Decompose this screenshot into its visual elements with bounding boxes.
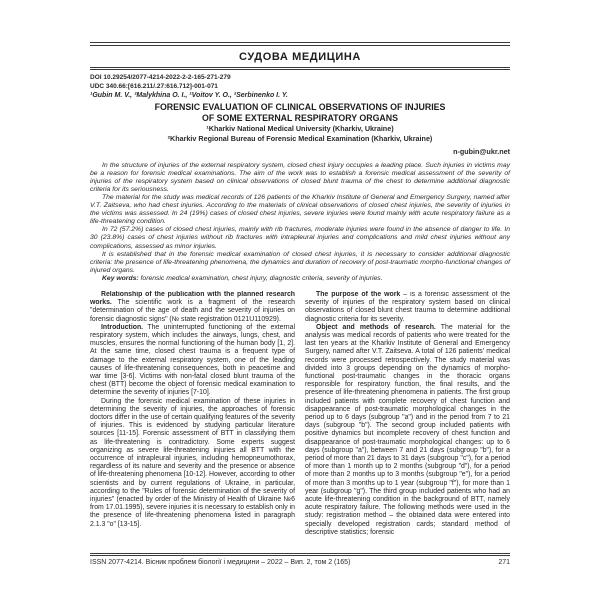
paragraph-lead: The purpose of the work xyxy=(316,290,401,298)
paragraph-text: The material for the analysis was medical records of patients who were treated for the last ten years at the Kharkiv Institute of General and Emergency Surgery, named after V.T. Zaitseva. A total of 126 patients' medical records were processed retrospectively. The study material was divided into 3 groups depending on the dynamics of morpho-functional post-traumatic changes in the thoracic organs responsible for respiratory function, the final results, and the presence of life-threatening phenomena in patients. The first group included patients with complete recovery of chest function and disappearance of post-traumatic morphological changes in the period up to 6 days (subgroup "a") and in the period from 7 to 21 days (subgroup "b"). The second group included patients with positive dynamics but incomplete recovery of chest function and disappearance of post-traumatic morphological changes: up to 6 days (subgroup "a"), between 7 and 21 days (subgroup "b"), for a period of more than 21 days to 31 days (subgroup "c"), for a period of more than 1 month up to 2 months (subgroup "d"), for a period of more than 2 months up to 3 months (subgroup "e"), for a period of more than 3 months up to 1 year (subgroup "f"), for more than 1 year (subgroup "g"). The third group included patients who had an acute life-threatening condition in the background of BTT, namely acute respiratory failure. The following methods were used in the study: registration method – the obtained data were entered into specially developed registration cards; standard method of descriptive statistics; forensic xyxy=(305,323,510,536)
issn-journal-line: ISSN 2077-4214. Вісник проблем біології і медицини – 2022 – Вип. 2, том 2 (165) xyxy=(90,559,351,566)
paragraph-text: The uninterrupted functioning of the external respiratory system, which includes the airways, lungs, chest, and muscles, ensures the normal functioning of the human body [1, 2]. At the same time, closed chest trauma is a frequent type of damage to the external respiratory system, one of the leading causes of life-threatening consequences, both in peacetime and war time [3-6]. Victims with non-fatal closed blunt trauma of the chest (BTT) become the object of forensic medical examination to determine the severity of injuries [7-10]. xyxy=(90,323,295,397)
section-header xyxy=(90,42,510,563)
article-title xyxy=(90,102,510,123)
abstract-paragraph: In the structure of injuries of the external respiratory system, closed chest injury occupies a leading place. Such injuries in victims may be a reason for forensic medical examinations. The aim of the work was to establish a forensic medical assessment of the severity of injuries of the respiratory system based on clinical observations of closed blunt trauma of the chest to determine additional diagnostic criteria for its seriousness. xyxy=(90,161,510,193)
article-title-line2: OF SOME EXTERNAL RESPIRATORY ORGANS xyxy=(201,112,398,123)
doi-line: DOI 10.29254/2077-4214-2022-2-2-165-271-279 xyxy=(90,74,231,81)
keywords-line xyxy=(90,275,510,283)
header-rule-bottom xyxy=(90,67,510,70)
paragraph-lead: Relationship of the publication with the planned research works. xyxy=(90,290,295,307)
abstract xyxy=(90,162,510,283)
body-columns xyxy=(90,291,510,563)
keywords-text: forensic medical examination, chest injury, diagnostic criteria, severity of injuries. xyxy=(140,274,383,282)
section-title: СУДОВА МЕДИЦИНА xyxy=(239,51,361,63)
paragraph-text: During the forensic medical examination of these injuries in determining the severity of injuries, the approaches of forensic doctors differ in the use of certain qualifying features of the severity of injuries. This is evidenced by studying particular literature sources [11-15]. Forensic assessment of BTT in classifying them as life-threatening is contradictory. Some experts suggest organizing as severe life-threatening injuries all BTT with the occurrence of intrapleural injuries, including hemopneumothorax, regardless of its nature and severity and the presence or absence of life-threatening phenomena [10-12]. However, according to other scientists and by current regulations of Ukraine, in particular, according to the "Rules of forensic determination of the severity of injuries" (enacted by order of the Ministry of Health of Ukraine №6 from 17.01.1995), severe injuries it is necessary to establish only in the presence of life-threatening phenomena listed in paragraph 2.1.3 "o" [13-15]. xyxy=(90,397,295,528)
abstract-paragraph: It is established that in the forensic medical examination of closed chest injuries, it is necessary to consider additional diagnostic criteria: the presence of life-threatening phenomena, the dynamics and duration of recovery of post-traumatic morpho-functional changes of injured organs. xyxy=(90,250,510,274)
paragraph-lead: Introduction. xyxy=(101,323,144,331)
paragraph-lead: Object and methods of research. xyxy=(316,323,436,331)
authors-line: ¹Gubin M. V., ²Malykhina O. I., ¹Voitov Y. O., ²Serbinenko I. Y. xyxy=(90,92,288,100)
paragraph-text: The scientific work is a fragment of the research "determination of the age of death and the severity of injuries on forensic diagnostic signs" (№ state registration 0121U110929). xyxy=(90,299,295,323)
footer-row xyxy=(90,556,510,566)
body-paragraph xyxy=(90,291,295,324)
contact-email: n-gubin@ukr.net xyxy=(453,146,510,156)
page-footer xyxy=(90,553,510,566)
body-paragraph xyxy=(90,398,295,529)
udc-line: UDC 340.66:[616.211/.27:616.712]-001-071 xyxy=(90,82,218,90)
body-paragraph xyxy=(305,324,510,537)
abstract-paragraph: In 72 (57.2%) cases of closed chest injuries, mainly with rib fractures, moderate injuries were found in the absence of danger to life. In 30 (23.8%) cases of chest injuries without rib fractures with intrapleural injuries and complications and mild chest injuries without any complications, assessed as minor injuries. xyxy=(90,226,510,250)
affiliation-1: ¹Kharkiv National Medical University (Kharkiv, Ukraine) xyxy=(206,124,394,134)
article-title-line1: FORENSIC EVALUATION OF CLINICAL OBSERVATIONS OF INJURIES xyxy=(154,102,446,113)
body-paragraph xyxy=(90,324,295,398)
body-paragraph xyxy=(305,291,510,324)
abstract-paragraph: The material for the study was medical records of 126 patients of the Kharkiv Institute of General and Emergency Surgery, named after V.T. Zaitseva, who had chest injuries. According to the materials of clinical observations of closed chest injuries, the severity of injuries in the victims was assessed. In 24 (19%) cases of closed chest injuries, severe injuries were found mainly with acute respiratory failure as a life-threatening condition. xyxy=(90,193,510,226)
body-column-left xyxy=(90,291,295,563)
keywords-label: Key words: xyxy=(102,274,139,282)
paragraph-text: – is a forensic assessment of the severity of injuries of the respiratory system based on clinical observations of closed blunt chest trauma to determine additional diagnostic criteria for its severity. xyxy=(305,290,510,323)
affiliations xyxy=(90,124,510,143)
affiliation-2: ²Kharkiv Regional Bureau of Forensic Medical Examination (Kharkiv, Ukraine) xyxy=(167,133,433,143)
body-column-right xyxy=(305,291,510,563)
page-number: 271 xyxy=(498,559,510,566)
article-meta xyxy=(90,74,510,100)
